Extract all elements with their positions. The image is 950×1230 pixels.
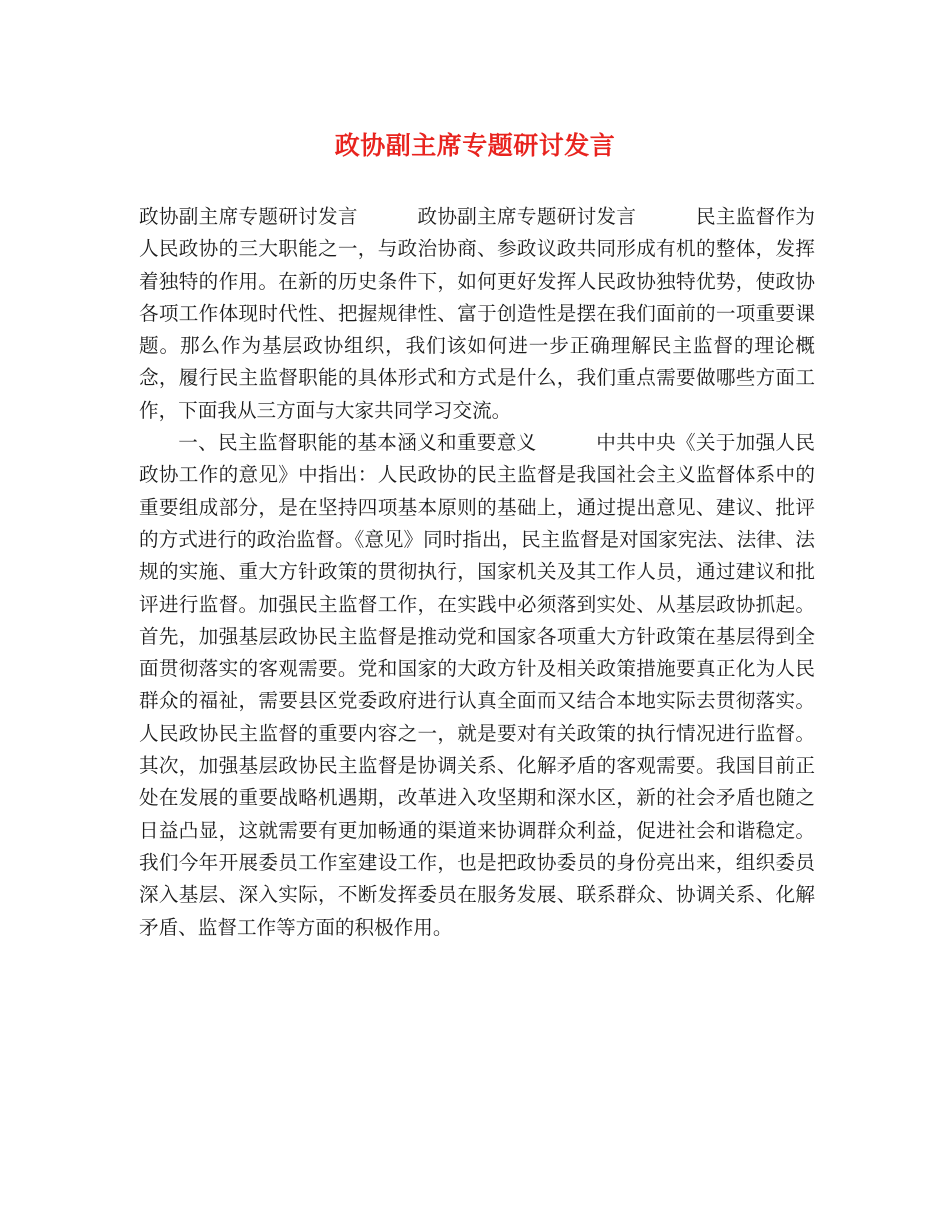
- document-body: [139, 201, 815, 944]
- paragraph-intro: 政协副主席专题研讨发言 政协副主席专题研讨发言 民主监督作为人民政协的三大职能之一，与政治协商、参政议政共同形成有机的整体，发挥着独特的作用。在新的历史条件下，如何更好发挥人民政协独特优势，使政协各项工作体现时代性、把握规律性、富于创造性是摆在我们面前的一项重要课题。那么作为基层政协组织，我们该如何进一步正确理解民主监督的理论概念，履行民主监督职能的具体形式和方式是什么，我们重点需要做哪些方面工作，下面我从三方面与大家共同学习交流。: [139, 205, 815, 422]
- document-title: 政协副主席专题研讨发言: [334, 131, 616, 160]
- paragraph-section-one: 一、民主监督职能的基本涵义和重要意义 中共中央《关于加强人民政协工作的意见》中指出：人民政协的民主监督是我国社会主义监督体系中的重要组成部分，是在坚持四项基本原则的基础上，通过提出意见、建议、批评的方式进行的政治监督。《意见》同时指出，民主监督是对国家宪法、法律、法规的实施、重大方针政策的贯彻执行，国家机关及其工作人员，通过建议和批评进行监督。加强民主监督工作，在实践中必须落到实处、从基层政协抓起。首先，加强基层政协民主监督是推动党和国家各项重大方针政策在基层得到全面贯彻落实的客观需要。党和国家的大政方针及相关政策措施要真正化为人民群众的福祉，需要县区党委政府进行认真全面而又结合本地实际去贯彻落实。人民政协民主监督的重要内容之一，就是要对有关政策的执行情况进行监督。其次，加强基层政协民主监督是协调关系、化解矛盾的客观需要。我国目前正处在发展的重要战略机遇期，改革进入攻坚期和深水区，新的社会矛盾也随之日益凸显，这就需要有更加畅通的渠道来协调群众利益，促进社会和谐稳定。我们今年开展委员工作室建设工作，也是把政协委员的身份亮出来，组织委员深入基层、深入实际，不断发挥委员在服务发展、联系群众、协调关系、化解矛盾、监督工作等方面的积极作用。: [139, 431, 815, 939]
